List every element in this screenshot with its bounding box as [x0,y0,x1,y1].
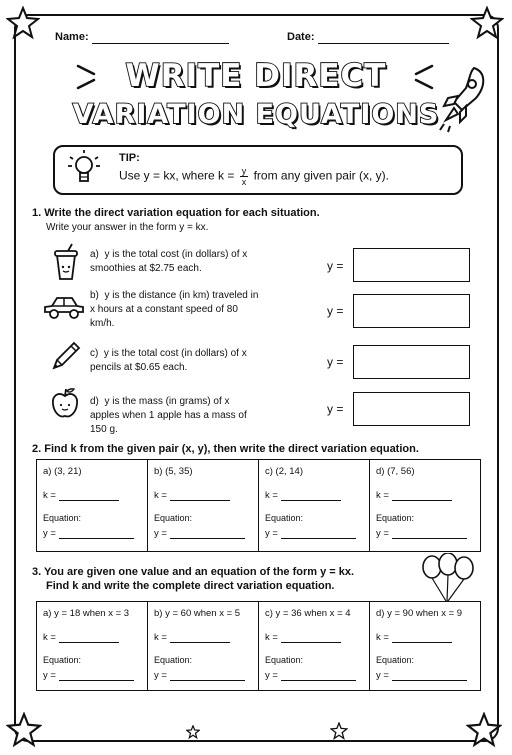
star-icon [466,712,502,748]
equation-answer-line[interactable] [170,671,245,681]
page-title: WRITE DIRECT [125,58,387,94]
k-answer-line[interactable] [170,633,230,643]
section1-heading: 1. Write the direct variation equation for each situation. [32,207,320,219]
equation-answer-line[interactable] [281,529,356,539]
star-icon [330,722,348,740]
problem-cell: d) (7, 56) k = Equation: y = [370,460,480,551]
section3-heading: 3. You are given one value and an equation of the form y = kx. [32,566,355,578]
problem-cell: a) (3, 21) k = Equation: y = [37,460,148,551]
equation-answer-line[interactable] [392,671,467,681]
tip-text-after: from any given pair (x, y). [253,168,389,183]
problem-cell: c) y = 36 when x = 4 k = Equation: y = [259,602,370,690]
problem-cell: c) (2, 14) k = Equation: y = [259,460,370,551]
answer-box[interactable] [353,345,470,379]
lightbulb-icon [64,148,104,190]
tip-text [119,166,389,187]
equation-answer-line[interactable] [281,671,356,681]
star-icon [186,725,200,739]
page-subtitle: VARIATION EQUATIONS [72,99,440,130]
answer-prefix: y = [327,304,344,318]
answer-prefix: y = [327,355,344,369]
answer-box[interactable] [353,294,470,328]
k-answer-line[interactable] [170,491,230,501]
equation-answer-line[interactable] [392,529,467,539]
equation-answer-line[interactable] [59,529,134,539]
problem-cell: b) (5, 35) k = Equation: y = [148,460,259,551]
problem-cell: d) y = 90 when x = 9 k = Equation: y = [370,602,480,690]
apple-icon [50,386,80,420]
list-item: b) y is the distance (in km) traveled in x hours at a constant speed of 80 km/h. [90,290,259,329]
section1-instruction: Write your answer in the form y = kx. [46,222,209,233]
answer-box[interactable] [353,392,470,426]
answer-box[interactable] [353,248,470,282]
star-icon [6,712,42,748]
tip-fraction: $\frac{y}{x}$ [241,166,247,187]
equation-answer-line[interactable] [59,671,134,681]
k-answer-line[interactable] [59,491,119,501]
k-answer-line[interactable] [59,633,119,643]
sparkle-icon [410,62,436,92]
list-item: d) y is the mass (in grams) of x apples when 1 apple has a mass of 150 g. [90,396,247,435]
date-label: Date: [287,31,315,43]
date-field[interactable] [318,43,449,44]
star-icon [6,6,40,40]
k-answer-line[interactable] [281,633,341,643]
list-item: c) y is the total cost (in dollars) of x pencils at $0.65 each. [90,348,247,373]
answer-prefix: y = [327,259,344,273]
smoothie-cup-icon [52,243,80,281]
answer-prefix: y = [327,402,344,416]
k-answer-line[interactable] [392,633,452,643]
pencil-icon [50,340,82,372]
section2-heading: 2. Find k from the given pair (x, y), then write the direct variation equation. [32,443,419,455]
tip-label: TIP: [119,152,140,164]
car-icon [42,294,86,322]
tip-text-before: Use y = kx, where k = [119,168,235,183]
k-answer-line[interactable] [281,491,341,501]
problem-cell: b) y = 60 when x = 5 k = Equation: y = [148,602,259,690]
balloons-icon [418,553,478,605]
problem-cell: a) y = 18 when x = 3 k = Equation: y = [37,602,148,690]
rocket-icon [436,64,490,134]
list-item: a) y is the total cost (in dollars) of x smoothies at $2.75 each. [90,249,248,274]
sparkle-icon [74,62,100,92]
section2-grid [36,459,481,552]
section3-grid [36,601,481,691]
name-field[interactable] [92,43,229,44]
k-answer-line[interactable] [392,491,452,501]
star-icon [470,6,504,40]
name-label: Name: [55,31,89,43]
equation-answer-line[interactable] [170,529,245,539]
section3-heading-line2: Find k and write the complete direct variation equation. [46,580,335,592]
